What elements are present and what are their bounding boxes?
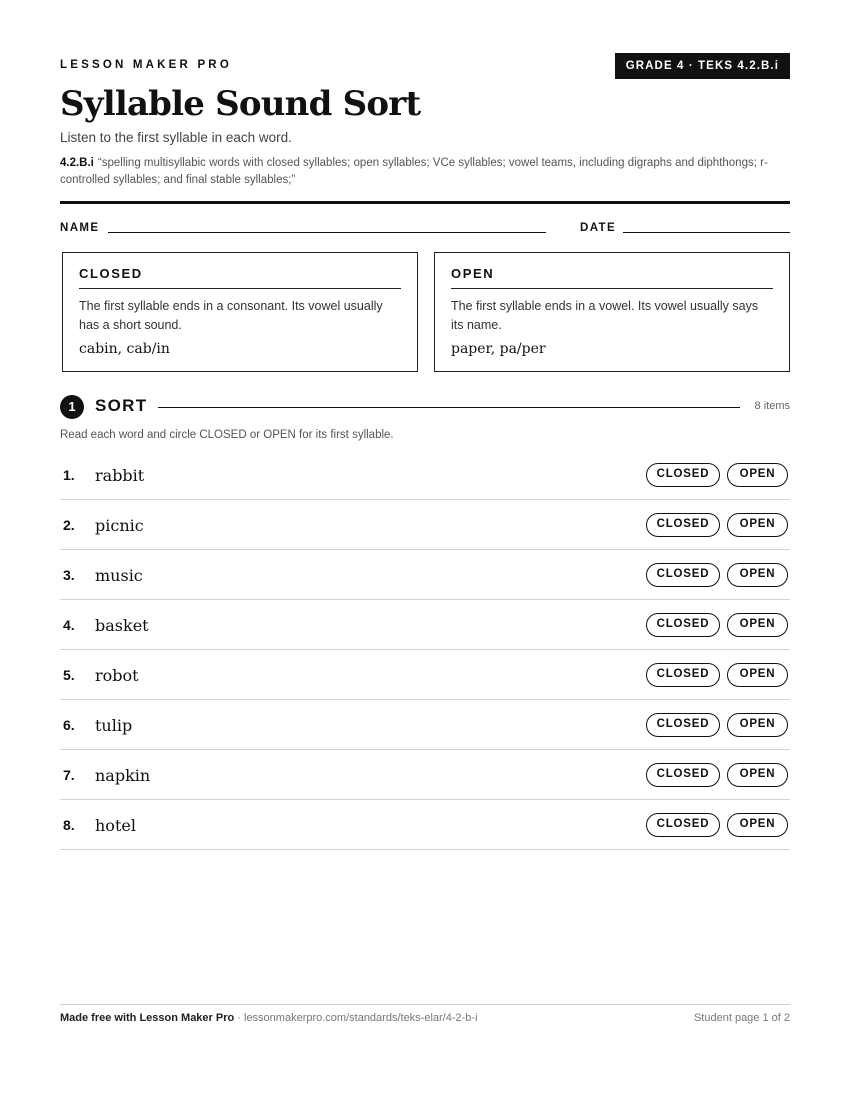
top-bar	[60, 53, 790, 79]
item-number: 1.	[63, 467, 75, 483]
date-label: DATE	[580, 222, 617, 234]
item-number: 4.	[63, 617, 75, 633]
section-divider	[158, 407, 740, 408]
grade-badge: GRADE 4 · TEKS 4.2.B.i	[615, 53, 790, 79]
name-date-row	[60, 221, 790, 237]
brand-name: LESSON MAKER PRO	[60, 59, 232, 71]
footer-credit: Made free with Lesson Maker Pro	[60, 1012, 235, 1024]
open-choice-button[interactable]: OPEN	[727, 613, 788, 637]
item-number: 3.	[63, 567, 75, 583]
closed-choice-button[interactable]: CLOSED	[646, 713, 720, 737]
item-number: 6.	[63, 717, 75, 733]
open-choice-button[interactable]: OPEN	[727, 763, 788, 787]
standard-code: 4.2.B.i	[60, 157, 94, 169]
item-count: 8 items	[754, 400, 790, 412]
closed-choice-button[interactable]: CLOSED	[646, 563, 720, 587]
list-item	[60, 700, 790, 750]
item-word: rabbit	[95, 466, 145, 485]
list-item	[60, 550, 790, 600]
card-example: paper, pa/per	[451, 341, 546, 357]
closed-choice-button[interactable]: CLOSED	[646, 663, 720, 687]
item-word: robot	[95, 666, 139, 685]
section-title: SORT	[95, 396, 148, 415]
closed-choice-button[interactable]: CLOSED	[646, 763, 720, 787]
list-item	[60, 500, 790, 550]
footer-url[interactable]: · lessonmakerpro.com/standards/teks-elar/4-2-b-i	[234, 1012, 478, 1024]
open-choice-button[interactable]: OPEN	[727, 463, 788, 487]
header-divider	[60, 201, 790, 204]
closed-choice-button[interactable]: CLOSED	[646, 613, 720, 637]
list-item	[60, 600, 790, 650]
item-word: picnic	[95, 516, 144, 535]
name-label: NAME	[60, 222, 100, 234]
name-field[interactable]	[108, 232, 546, 233]
list-item	[60, 650, 790, 700]
date-field[interactable]	[623, 232, 790, 233]
card-title: OPEN	[451, 266, 773, 289]
standard-description	[60, 155, 780, 189]
open-choice-button[interactable]: OPEN	[727, 563, 788, 587]
footer-divider	[60, 1004, 790, 1005]
standard-text: “spelling multisyllabic words with closed syllables; open syllables; VCe syllables; vowel teams, including digraphs and diphthongs; r-controlled syllables; and final stable syllables;”	[60, 157, 768, 186]
open-choice-button[interactable]: OPEN	[727, 713, 788, 737]
item-number: 7.	[63, 767, 75, 783]
card-open	[434, 252, 790, 372]
open-choice-button[interactable]: OPEN	[727, 813, 788, 837]
closed-choice-button[interactable]: CLOSED	[646, 513, 720, 537]
open-choice-button[interactable]: OPEN	[727, 663, 788, 687]
closed-choice-button[interactable]: CLOSED	[646, 463, 720, 487]
section-number-badge: 1	[60, 395, 84, 419]
section-header	[60, 395, 790, 419]
open-choice-button[interactable]: OPEN	[727, 513, 788, 537]
page-footer	[60, 1012, 790, 1024]
card-title: CLOSED	[79, 266, 401, 289]
card-closed	[62, 252, 418, 372]
section-instructions: Read each word and circle CLOSED or OPEN for its first syllable.	[60, 429, 394, 441]
item-word: hotel	[95, 816, 136, 835]
item-word: basket	[95, 616, 149, 635]
item-number: 8.	[63, 817, 75, 833]
list-item	[60, 450, 790, 500]
card-example: cabin, cab/in	[79, 341, 170, 357]
closed-choice-button[interactable]: CLOSED	[646, 813, 720, 837]
page-subtitle: Listen to the first syllable in each word.	[60, 130, 292, 145]
item-list	[60, 450, 790, 850]
page-number: Student page 1 of 2	[693, 1012, 790, 1024]
item-word: music	[95, 566, 143, 585]
item-word: tulip	[95, 716, 133, 735]
list-item	[60, 800, 790, 850]
item-number: 5.	[63, 667, 75, 683]
worksheet-page	[60, 0, 790, 1100]
card-description: The first syllable ends in a consonant. Its vowel usually has a short sound.	[79, 299, 383, 332]
card-description: The first syllable ends in a vowel. Its vowel usually says its name.	[451, 299, 759, 332]
page-title: Syllable Sound Sort	[60, 84, 421, 124]
item-word: napkin	[95, 766, 151, 785]
list-item	[60, 750, 790, 800]
item-number: 2.	[63, 517, 75, 533]
